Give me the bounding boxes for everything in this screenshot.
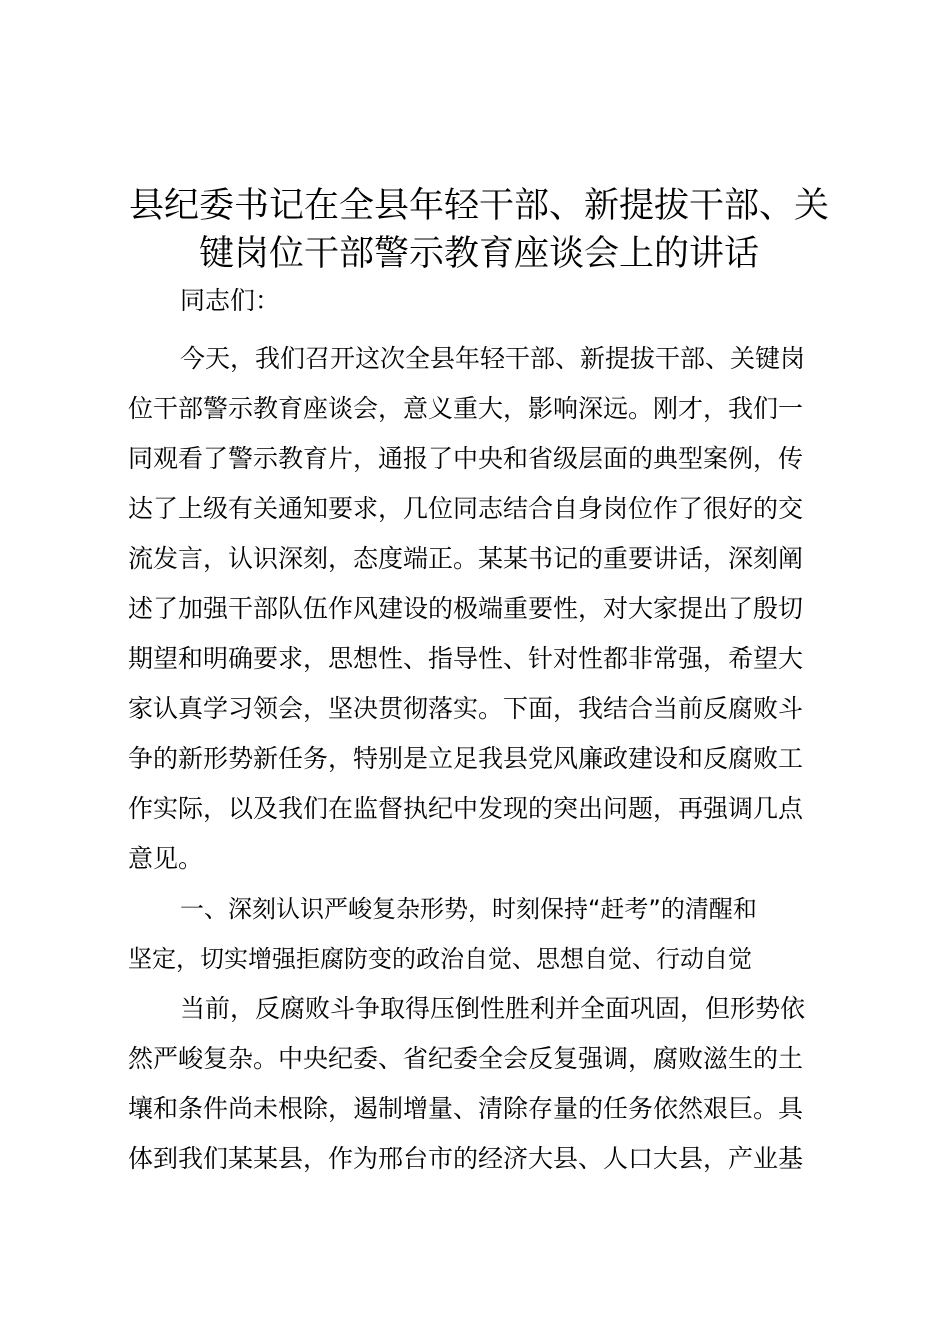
text-line: 流发言，认识深刻，态度端正。某某书记的重要讲话，深刻阐 bbox=[128, 544, 804, 573]
text-line: 然严峻复杂。中央纪委、省纪委全会反复强调，腐败滋生的土 bbox=[128, 1044, 804, 1073]
document-page bbox=[128, 182, 830, 1184]
paragraph-situation bbox=[128, 984, 830, 1184]
text-line: 同观看了警示教育片，通报了中央和省级层面的典型案例，传 bbox=[128, 444, 804, 473]
text-line: 今天，我们召开这次全县年轻干部、新提拔干部、关键岗 bbox=[180, 344, 806, 373]
document-title bbox=[128, 182, 830, 278]
text-line: 述了加强干部队伍作风建设的极端重要性，对大家提出了殷切 bbox=[128, 594, 804, 623]
heading-line: 一、深刻认识严峻复杂形势，时刻保持“赶考”的清醒和 bbox=[180, 895, 757, 923]
text-line: 作实际，以及我们在监督执纪中发现的突出问题，再强调几点 bbox=[128, 794, 804, 823]
text-line: 达了上级有关通知要求，几位同志结合自身岗位作了很好的交 bbox=[128, 494, 804, 523]
text-line: 意见。 bbox=[128, 844, 204, 873]
text-line: 期望和明确要求，思想性、指导性、针对性都非常强，希望大 bbox=[128, 644, 804, 673]
title-line: 县纪委书记在全县年轻干部、新提拔干部、关 bbox=[128, 186, 829, 226]
paragraph-opening bbox=[128, 334, 830, 884]
text-line: 当前，反腐败斗争取得压倒性胜利并全面巩固，但形势依 bbox=[180, 994, 806, 1023]
text-line: 争的新形势新任务，特别是立足我县党风廉政建设和反腐败工 bbox=[128, 744, 804, 773]
salutation: 同志们： bbox=[180, 286, 281, 315]
title-line: 键岗位干部警示教育座谈会上的讲话 bbox=[198, 234, 759, 274]
section-heading-1 bbox=[128, 884, 830, 984]
heading-line: 坚定，切实增强拒腐防变的政治自觉、思想自觉、行动自觉 bbox=[128, 945, 752, 973]
text-line: 家认真学习领会，坚决贯彻落实。下面，我结合当前反腐败斗 bbox=[128, 694, 804, 723]
text-line: 体到我们某某县，作为邢台市的经济大县、人口大县，产业基 bbox=[128, 1144, 804, 1173]
text-line: 位干部警示教育座谈会，意义重大，影响深远。刚才，我们一 bbox=[128, 394, 804, 423]
text-line: 壤和条件尚未根除，遏制增量、清除存量的任务依然艰巨。具 bbox=[128, 1094, 804, 1123]
